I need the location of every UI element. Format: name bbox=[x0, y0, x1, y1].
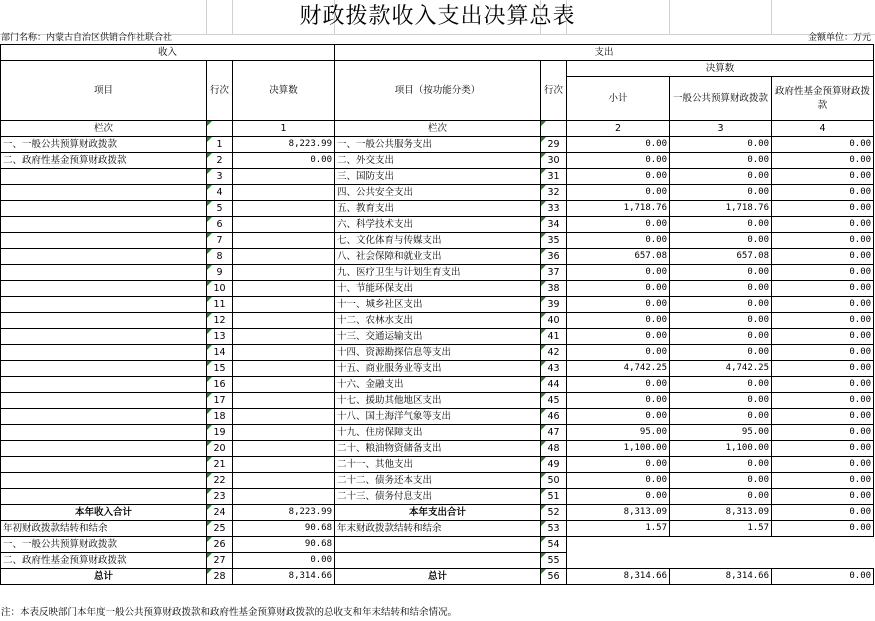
row-number[interactable]: 21 bbox=[207, 457, 233, 473]
row-number[interactable]: 32 bbox=[541, 185, 567, 201]
expense-item[interactable]: 十三、交通运输支出 bbox=[335, 329, 541, 345]
row-number[interactable]: 26 bbox=[207, 537, 233, 553]
grand-total-subtotal[interactable]: 8,314.66 bbox=[567, 569, 670, 585]
expense-gov-fund[interactable]: 0.00 bbox=[772, 169, 874, 185]
income-item[interactable] bbox=[1, 393, 207, 409]
expense-general-budget[interactable]: 0.00 bbox=[670, 329, 772, 345]
income-item[interactable] bbox=[1, 249, 207, 265]
income-amount[interactable]: 8,223.99 bbox=[233, 137, 335, 153]
expense-subtotal[interactable]: 0.00 bbox=[567, 137, 670, 153]
row-number[interactable]: 20 bbox=[207, 441, 233, 457]
row-number[interactable]: 22 bbox=[207, 473, 233, 489]
row-number[interactable]: 13 bbox=[207, 329, 233, 345]
table-row[interactable] bbox=[1, 361, 874, 377]
income-item[interactable] bbox=[1, 457, 207, 473]
expense-item[interactable]: 二、外交支出 bbox=[335, 153, 541, 169]
expense-general-budget[interactable]: 0.00 bbox=[670, 377, 772, 393]
row-number[interactable]: 56 bbox=[541, 569, 567, 585]
table-row[interactable] bbox=[1, 281, 874, 297]
row-number[interactable]: 43 bbox=[541, 361, 567, 377]
total-expense-label[interactable]: 本年支出合计 bbox=[335, 505, 541, 521]
table-row[interactable] bbox=[1, 377, 874, 393]
income-amount[interactable] bbox=[233, 281, 335, 297]
grand-total-expense-label[interactable]: 总计 bbox=[335, 569, 541, 585]
expense-subtotal[interactable]: 0.00 bbox=[567, 233, 670, 249]
expense-general-budget[interactable]: 0.00 bbox=[670, 281, 772, 297]
expense-item[interactable]: 二十一、其他支出 bbox=[335, 457, 541, 473]
expense-subtotal[interactable]: 0.00 bbox=[567, 217, 670, 233]
row-number[interactable]: 30 bbox=[541, 153, 567, 169]
table-row[interactable] bbox=[1, 313, 874, 329]
income-amount[interactable] bbox=[233, 185, 335, 201]
amount-unit: 金额单位：万元 bbox=[807, 33, 871, 43]
expense-general-budget[interactable]: 0.00 bbox=[670, 473, 772, 489]
expense-gov-fund[interactable]: 0.00 bbox=[772, 281, 874, 297]
row-number[interactable]: 28 bbox=[207, 569, 233, 585]
column-number-3[interactable]: 3 bbox=[670, 121, 772, 137]
income-amount[interactable] bbox=[233, 265, 335, 281]
expense-gov-fund[interactable]: 0.00 bbox=[772, 185, 874, 201]
row-number[interactable]: 11 bbox=[207, 297, 233, 313]
expense-subtotal[interactable]: 4,742.25 bbox=[567, 361, 670, 377]
row-number[interactable]: 5 bbox=[207, 201, 233, 217]
row-number[interactable]: 19 bbox=[207, 425, 233, 441]
income-amount[interactable] bbox=[233, 361, 335, 377]
row-number[interactable]: 34 bbox=[541, 217, 567, 233]
blank-cell[interactable] bbox=[541, 121, 567, 137]
gov-fund-header[interactable]: 政府性基金预算财政拨款 bbox=[772, 77, 874, 121]
row-number[interactable]: 23 bbox=[207, 489, 233, 505]
expense-gov-fund[interactable]: 0.00 bbox=[772, 457, 874, 473]
expense-subtotal[interactable]: 0.00 bbox=[567, 281, 670, 297]
income-amount[interactable] bbox=[233, 425, 335, 441]
income-item[interactable] bbox=[1, 425, 207, 441]
expense-general-budget[interactable]: 0.00 bbox=[670, 457, 772, 473]
row-number[interactable]: 6 bbox=[207, 217, 233, 233]
expense-item[interactable]: 十六、金融支出 bbox=[335, 377, 541, 393]
row-number[interactable]: 7 bbox=[207, 233, 233, 249]
row-number[interactable]: 55 bbox=[541, 553, 567, 569]
budget-table bbox=[0, 44, 874, 585]
year-end-fund[interactable]: 0.00 bbox=[772, 521, 874, 537]
income-amount[interactable] bbox=[233, 441, 335, 457]
row-number[interactable]: 46 bbox=[541, 409, 567, 425]
expense-gov-fund[interactable]: 0.00 bbox=[772, 265, 874, 281]
blank-cell[interactable] bbox=[207, 121, 233, 137]
carry-fund-amount[interactable]: 0.00 bbox=[233, 553, 335, 569]
table-row[interactable] bbox=[1, 393, 874, 409]
income-item[interactable] bbox=[1, 377, 207, 393]
table-row[interactable] bbox=[1, 185, 874, 201]
income-item[interactable] bbox=[1, 281, 207, 297]
row-number[interactable]: 41 bbox=[541, 329, 567, 345]
table-row[interactable] bbox=[1, 345, 874, 361]
column-number-2[interactable]: 2 bbox=[567, 121, 670, 137]
income-amount[interactable] bbox=[233, 169, 335, 185]
expense-item[interactable]: 十一、城乡社区支出 bbox=[335, 297, 541, 313]
income-amount[interactable] bbox=[233, 217, 335, 233]
grand-total-label[interactable]: 总计 bbox=[1, 569, 207, 585]
expense-subtotal[interactable]: 657.08 bbox=[567, 249, 670, 265]
expense-general-budget[interactable]: 0.00 bbox=[670, 153, 772, 169]
row-number[interactable]: 17 bbox=[207, 393, 233, 409]
expense-item[interactable]: 二十三、债务付息支出 bbox=[335, 489, 541, 505]
expense-gov-fund[interactable]: 0.00 bbox=[772, 137, 874, 153]
carry-general-label[interactable]: 一、一般公共预算财政拨款 bbox=[1, 537, 207, 553]
expense-item[interactable]: 十二、农林水支出 bbox=[335, 313, 541, 329]
income-item[interactable] bbox=[1, 473, 207, 489]
expense-item[interactable]: 四、公共安全支出 bbox=[335, 185, 541, 201]
expense-general-budget[interactable]: 0.00 bbox=[670, 169, 772, 185]
row-number[interactable]: 37 bbox=[541, 265, 567, 281]
income-amount[interactable]: 0.00 bbox=[233, 153, 335, 169]
expense-item[interactable]: 十七、援助其他地区支出 bbox=[335, 393, 541, 409]
table-row[interactable] bbox=[1, 153, 874, 169]
expense-header[interactable]: 支出 bbox=[335, 45, 874, 61]
carry-general-amount[interactable]: 90.68 bbox=[233, 537, 335, 553]
expense-general-budget[interactable]: 0.00 bbox=[670, 297, 772, 313]
expense-subtotal[interactable]: 0.00 bbox=[567, 265, 670, 281]
table-row[interactable] bbox=[1, 489, 874, 505]
income-header[interactable]: 收入 bbox=[1, 45, 335, 61]
row-number[interactable]: 10 bbox=[207, 281, 233, 297]
row-number[interactable]: 29 bbox=[541, 137, 567, 153]
expense-subtotal[interactable]: 0.00 bbox=[567, 473, 670, 489]
expense-item[interactable]: 十、节能环保支出 bbox=[335, 281, 541, 297]
income-item[interactable] bbox=[1, 233, 207, 249]
subtotal-header[interactable]: 小计 bbox=[567, 77, 670, 121]
income-amount-header[interactable]: 决算数 bbox=[233, 61, 335, 121]
row-number[interactable]: 51 bbox=[541, 489, 567, 505]
expense-item[interactable]: 三、国防支出 bbox=[335, 169, 541, 185]
row-number[interactable]: 1 bbox=[207, 137, 233, 153]
table-row[interactable] bbox=[1, 329, 874, 345]
expense-gov-fund[interactable]: 0.00 bbox=[772, 409, 874, 425]
expense-gov-fund[interactable]: 0.00 bbox=[772, 313, 874, 329]
carry-forward-amount[interactable]: 90.68 bbox=[233, 521, 335, 537]
expense-gov-fund[interactable]: 0.00 bbox=[772, 345, 874, 361]
expense-gov-fund[interactable]: 0.00 bbox=[772, 201, 874, 217]
income-item[interactable] bbox=[1, 217, 207, 233]
table-row[interactable] bbox=[1, 233, 874, 249]
total-expense-subtotal[interactable]: 8,313.09 bbox=[567, 505, 670, 521]
income-amount[interactable] bbox=[233, 393, 335, 409]
expense-gov-fund[interactable]: 0.00 bbox=[772, 377, 874, 393]
expense-subtotal[interactable]: 1,100.00 bbox=[567, 441, 670, 457]
carry-fund-label[interactable]: 二、政府性基金预算财政拨款 bbox=[1, 553, 207, 569]
year-end-subtotal[interactable]: 1.57 bbox=[567, 521, 670, 537]
grand-total-income[interactable]: 8,314.66 bbox=[233, 569, 335, 585]
expense-item-header[interactable]: 项目（按功能分类） bbox=[335, 61, 541, 121]
income-item[interactable] bbox=[1, 265, 207, 281]
table-row[interactable] bbox=[1, 249, 874, 265]
income-item[interactable] bbox=[1, 361, 207, 377]
income-item[interactable]: 一、一般公共预算财政拨款 bbox=[1, 137, 207, 153]
blank-cell[interactable] bbox=[567, 553, 874, 569]
expense-subtotal[interactable]: 0.00 bbox=[567, 169, 670, 185]
row-number[interactable]: 8 bbox=[207, 249, 233, 265]
expense-subtotal[interactable]: 0.00 bbox=[567, 457, 670, 473]
table-row[interactable] bbox=[1, 425, 874, 441]
blank-cell[interactable] bbox=[567, 537, 874, 553]
row-number[interactable]: 18 bbox=[207, 409, 233, 425]
income-item[interactable] bbox=[1, 169, 207, 185]
row-number[interactable]: 35 bbox=[541, 233, 567, 249]
row-number[interactable]: 14 bbox=[207, 345, 233, 361]
row-number[interactable]: 49 bbox=[541, 457, 567, 473]
expense-gov-fund[interactable]: 0.00 bbox=[772, 249, 874, 265]
income-amount[interactable] bbox=[233, 473, 335, 489]
income-amount[interactable] bbox=[233, 409, 335, 425]
table-row[interactable] bbox=[1, 169, 874, 185]
income-amount[interactable] bbox=[233, 201, 335, 217]
income-amount[interactable] bbox=[233, 249, 335, 265]
carry-forward-label[interactable]: 年初财政拨款结转和结余 bbox=[1, 521, 207, 537]
expense-row-no-header[interactable]: 行次 bbox=[541, 61, 567, 121]
expense-general-budget[interactable]: 0.00 bbox=[670, 217, 772, 233]
expense-general-budget[interactable]: 0.00 bbox=[670, 345, 772, 361]
sheet-title: 财政拨款收入支出决算总表 bbox=[299, 4, 576, 29]
expense-item[interactable]: 五、教育支出 bbox=[335, 201, 541, 217]
expense-subtotal[interactable]: 0.00 bbox=[567, 297, 670, 313]
expense-gov-fund[interactable]: 0.00 bbox=[772, 425, 874, 441]
income-item[interactable] bbox=[1, 489, 207, 505]
row-number[interactable]: 2 bbox=[207, 153, 233, 169]
row-number[interactable]: 33 bbox=[541, 201, 567, 217]
income-item[interactable]: 二、政府性基金预算财政拨款 bbox=[1, 153, 207, 169]
table-row[interactable] bbox=[1, 457, 874, 473]
expense-subtotal[interactable]: 0.00 bbox=[567, 345, 670, 361]
expense-gov-fund[interactable]: 0.00 bbox=[772, 329, 874, 345]
expense-subtotal[interactable]: 0.00 bbox=[567, 329, 670, 345]
income-amount[interactable] bbox=[233, 377, 335, 393]
table-row[interactable] bbox=[1, 409, 874, 425]
total-expense-general[interactable]: 8,313.09 bbox=[670, 505, 772, 521]
column-label[interactable]: 栏次 bbox=[1, 121, 207, 137]
row-number[interactable]: 16 bbox=[207, 377, 233, 393]
income-item[interactable] bbox=[1, 297, 207, 313]
table-row[interactable] bbox=[1, 201, 874, 217]
income-amount[interactable] bbox=[233, 313, 335, 329]
general-budget-header[interactable]: 一般公共预算财政拨款 bbox=[670, 77, 772, 121]
income-amount[interactable] bbox=[233, 233, 335, 249]
row-number[interactable]: 15 bbox=[207, 361, 233, 377]
expense-subtotal[interactable]: 0.00 bbox=[567, 313, 670, 329]
total-expense-fund[interactable]: 0.00 bbox=[772, 505, 874, 521]
income-item[interactable] bbox=[1, 441, 207, 457]
expense-item[interactable]: 十四、资源勘探信息等支出 bbox=[335, 345, 541, 361]
expense-subtotal[interactable]: 95.00 bbox=[567, 425, 670, 441]
year-end-carry-label[interactable]: 年末财政拨款结转和结余 bbox=[335, 521, 541, 537]
expense-gov-fund[interactable]: 0.00 bbox=[772, 473, 874, 489]
row-number[interactable]: 45 bbox=[541, 393, 567, 409]
expense-general-budget[interactable]: 657.08 bbox=[670, 249, 772, 265]
row-number[interactable]: 27 bbox=[207, 553, 233, 569]
row-number[interactable]: 40 bbox=[541, 313, 567, 329]
total-income-label[interactable]: 本年收入合计 bbox=[1, 505, 207, 521]
row-number[interactable]: 9 bbox=[207, 265, 233, 281]
column-number-1[interactable]: 1 bbox=[233, 121, 335, 137]
expense-general-budget[interactable]: 0.00 bbox=[670, 185, 772, 201]
department-name: 部门名称：内蒙古自治区供销合作社联合社 bbox=[1, 33, 173, 43]
row-number[interactable]: 31 bbox=[541, 169, 567, 185]
expense-general-budget[interactable]: 0.00 bbox=[670, 313, 772, 329]
expense-gov-fund[interactable]: 0.00 bbox=[772, 441, 874, 457]
table-row[interactable] bbox=[1, 297, 874, 313]
expense-gov-fund[interactable]: 0.00 bbox=[772, 153, 874, 169]
expense-subtotal[interactable]: 0.00 bbox=[567, 185, 670, 201]
income-amount[interactable] bbox=[233, 457, 335, 473]
row-number[interactable]: 47 bbox=[541, 425, 567, 441]
expense-general-budget[interactable]: 0.00 bbox=[670, 489, 772, 505]
table-row[interactable] bbox=[1, 217, 874, 233]
row-number[interactable]: 44 bbox=[541, 377, 567, 393]
footnote: 注：本表反映部门本年度一般公共预算财政拨款和政府性基金预算财政拨款的总收支和年末结转和结余情况。 bbox=[1, 607, 458, 618]
expense-gov-fund[interactable]: 0.00 bbox=[772, 233, 874, 249]
expense-item[interactable]: 二十、粮油物资储备支出 bbox=[335, 441, 541, 457]
row-number[interactable]: 52 bbox=[541, 505, 567, 521]
row-number[interactable]: 39 bbox=[541, 297, 567, 313]
expense-general-budget[interactable]: 0.00 bbox=[670, 265, 772, 281]
income-item-header[interactable]: 项目 bbox=[1, 61, 207, 121]
income-item[interactable] bbox=[1, 409, 207, 425]
expense-general-budget[interactable]: 0.00 bbox=[670, 393, 772, 409]
expense-subtotal[interactable]: 0.00 bbox=[567, 489, 670, 505]
expense-item[interactable]: 七、文化体育与传媒支出 bbox=[335, 233, 541, 249]
row-number[interactable]: 12 bbox=[207, 313, 233, 329]
expense-item[interactable]: 六、科学技术支出 bbox=[335, 217, 541, 233]
column-number-4[interactable]: 4 bbox=[772, 121, 874, 137]
expense-subtotal[interactable]: 0.00 bbox=[567, 153, 670, 169]
expense-gov-fund[interactable]: 0.00 bbox=[772, 489, 874, 505]
expense-subtotal[interactable]: 0.00 bbox=[567, 377, 670, 393]
final-amount-header[interactable]: 决算数 bbox=[567, 61, 874, 77]
expense-item[interactable]: 一、一般公共服务支出 bbox=[335, 137, 541, 153]
row-number[interactable]: 38 bbox=[541, 281, 567, 297]
income-item[interactable] bbox=[1, 185, 207, 201]
expense-general-budget[interactable]: 1,718.76 bbox=[670, 201, 772, 217]
expense-item[interactable]: 十五、商业服务业等支出 bbox=[335, 361, 541, 377]
income-amount[interactable] bbox=[233, 345, 335, 361]
row-number[interactable]: 3 bbox=[207, 169, 233, 185]
expense-item[interactable]: 十八、国土海洋气象等支出 bbox=[335, 409, 541, 425]
income-item[interactable] bbox=[1, 313, 207, 329]
expense-general-budget[interactable]: 0.00 bbox=[670, 137, 772, 153]
expense-general-budget[interactable]: 0.00 bbox=[670, 409, 772, 425]
income-item[interactable] bbox=[1, 201, 207, 217]
table-row[interactable] bbox=[1, 265, 874, 281]
expense-subtotal[interactable]: 0.00 bbox=[567, 393, 670, 409]
row-number[interactable]: 50 bbox=[541, 473, 567, 489]
expense-gov-fund[interactable]: 0.00 bbox=[772, 361, 874, 377]
total-income-amount[interactable]: 8,223.99 bbox=[233, 505, 335, 521]
expense-subtotal[interactable]: 1,718.76 bbox=[567, 201, 670, 217]
expense-general-budget[interactable]: 1,100.00 bbox=[670, 441, 772, 457]
expense-item[interactable]: 九、医疗卫生与计划生育支出 bbox=[335, 265, 541, 281]
income-amount[interactable] bbox=[233, 297, 335, 313]
row-number[interactable]: 54 bbox=[541, 537, 567, 553]
expense-gov-fund[interactable]: 0.00 bbox=[772, 393, 874, 409]
row-number[interactable]: 48 bbox=[541, 441, 567, 457]
row-number[interactable]: 4 bbox=[207, 185, 233, 201]
row-number[interactable]: 53 bbox=[541, 521, 567, 537]
income-amount[interactable] bbox=[233, 489, 335, 505]
row-number[interactable]: 36 bbox=[541, 249, 567, 265]
blank-cell[interactable] bbox=[335, 537, 541, 553]
row-number[interactable]: 42 bbox=[541, 345, 567, 361]
table-row[interactable] bbox=[1, 441, 874, 457]
expense-general-budget[interactable]: 4,742.25 bbox=[670, 361, 772, 377]
expense-item[interactable]: 八、社会保障和就业支出 bbox=[335, 249, 541, 265]
expense-general-budget[interactable]: 95.00 bbox=[670, 425, 772, 441]
expense-general-budget[interactable]: 0.00 bbox=[670, 233, 772, 249]
expense-item[interactable]: 二十二、债务还本支出 bbox=[335, 473, 541, 489]
blank-cell[interactable] bbox=[335, 553, 541, 569]
income-item[interactable] bbox=[1, 329, 207, 345]
grand-total-general[interactable]: 8,314.66 bbox=[670, 569, 772, 585]
table-row[interactable] bbox=[1, 137, 874, 153]
expense-gov-fund[interactable]: 0.00 bbox=[772, 217, 874, 233]
expense-subtotal[interactable]: 0.00 bbox=[567, 409, 670, 425]
grand-total-fund[interactable]: 0.00 bbox=[772, 569, 874, 585]
income-amount[interactable] bbox=[233, 329, 335, 345]
expense-column-label[interactable]: 栏次 bbox=[335, 121, 541, 137]
expense-gov-fund[interactable]: 0.00 bbox=[772, 297, 874, 313]
table-row[interactable] bbox=[1, 473, 874, 489]
income-item[interactable] bbox=[1, 345, 207, 361]
row-number[interactable]: 24 bbox=[207, 505, 233, 521]
income-row-no-header[interactable]: 行次 bbox=[207, 61, 233, 121]
year-end-general[interactable]: 1.57 bbox=[670, 521, 772, 537]
expense-item[interactable]: 十九、住房保障支出 bbox=[335, 425, 541, 441]
row-number[interactable]: 25 bbox=[207, 521, 233, 537]
